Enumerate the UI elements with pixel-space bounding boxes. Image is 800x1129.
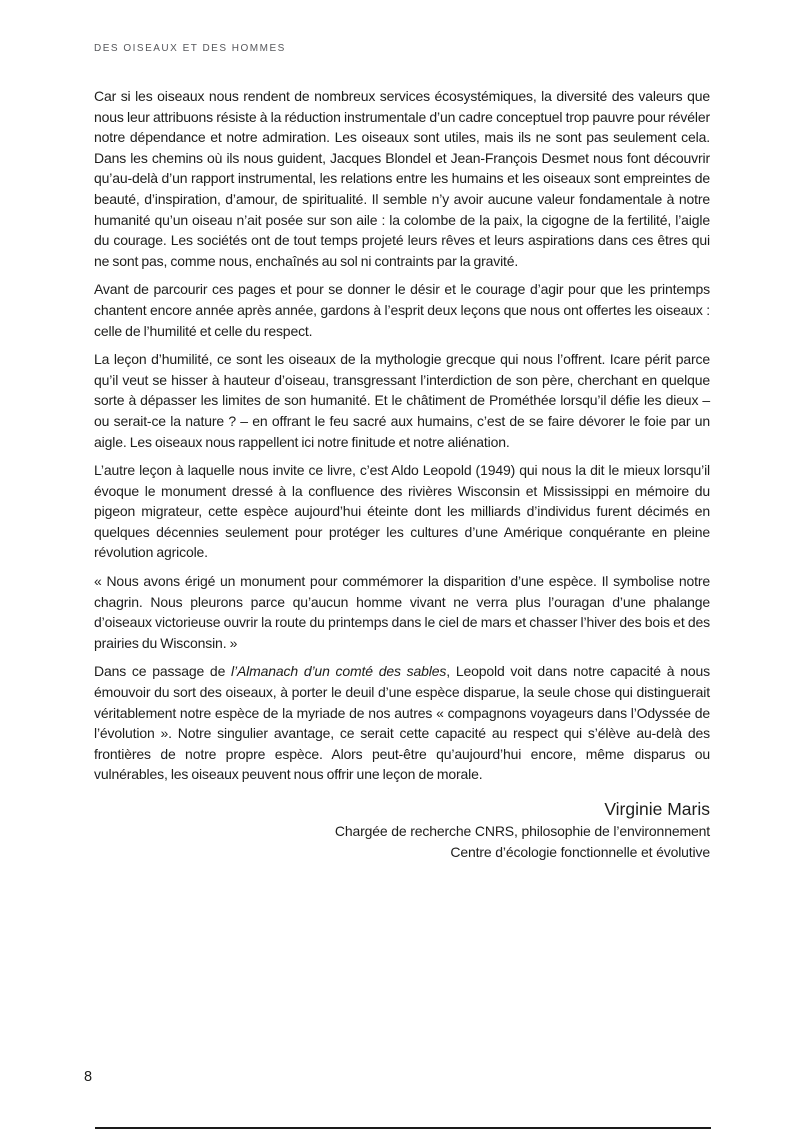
paragraph-6 xyxy=(94,661,710,785)
paragraph-3: La leçon d’humilité, ce sont les oiseaux de la mythologie grecque qui nous l’offrent. Icare périt parce qu’il veut se hisser à hauteur d’oiseau, transgressant l’interdiction de son père, cherchant en quelque sorte à dépasser les limites de son humanité. Et le châtiment de Prométhée lorsqu’il défie les dieux – ou serait-ce la nature ? – en offrant le feu sacré aux humains, c’est de se faire dévorer le foie par un aigle. Les oiseaux nous rappellent ici notre finitude et notre aliénation. xyxy=(94,351,710,450)
book-title-italic: l’Almanach d’un comté des sables xyxy=(231,663,447,680)
author-role-line-2: Centre d’écologie fonctionnelle et évolutive xyxy=(450,843,710,860)
signature-block xyxy=(94,798,710,862)
paragraph-1: Car si les oiseaux nous rendent de nombreux services écosystémiques, la diversité des valeurs que nous leur attribuons résiste à la réduction instrumentale d’un cadre conceptuel trop pauvre pour révéler notre dépendance et notre admiration. Les oiseaux sont utiles, mais ils ne sont pas seulement cela. Dans les chemins où ils nous guident, Jacques Blondel et Jean-François Desmet nous font découvrir qu’au-delà d’un rapport instrumental, les relations entre les humains et les oiseaux sont empreintes de beauté, d’inspiration, d’amour, de spiritualité. Il semble n’y avoir aucune valeur fondamentale à notre humanité qu’un oiseau n’ait posée sur son aile : la colombe de la paix, la cigogne de la fertilité, l’aigle du courage. Les sociétés ont de tout temps projeté leurs rêves et leurs aspirations dans ces êtres qui ne sont pas, comme nous, enchaînés au sol ni contraints par la gravité. xyxy=(94,88,710,269)
running-header: DES OISEAUX ET DES HOMMES xyxy=(94,43,286,54)
text-block xyxy=(94,86,710,862)
paragraph-6-lead: Dans ce passage de xyxy=(94,663,232,680)
author-role-line-1: Chargée de recherche CNRS, philosophie de l’environnement xyxy=(334,823,710,839)
paragraph-4: L’autre leçon à laquelle nous invite ce livre, c’est Aldo Leopold (1949) qui nous la dit le mieux lorsqu’il évoque le monument dressé à la confluence des rivières Wisconsin et Mississippi en mémoire du pigeon migrateur, cette espèce aujourd’hui éteinte dont les milliards d’individus furent décimés en quelques décennies seulement pour protéger les cultures d’une Amérique conquérante en pleine révolution agricole. xyxy=(94,462,710,561)
paragraph-2: Avant de parcourir ces pages et pour se donner le désir et le courage d’agir pour que les printemps chantent encore année après année, gardons à l’esprit deux leçons que nous ont offertes les oiseaux : celle de l’humilité et celle du respect. xyxy=(94,281,710,339)
paragraph-6-rest: , Leopold voit dans notre capacité à nous émouvoir du sort des oiseaux, à porter le deuil d’une espèce disparue, la seule chose qui distinguerait véritablement notre espèce de la myriade de nos autres « compagnons voyageurs dans l’Odyssée de l’évolution ». Notre singulier avantage, ce serait cette capacité au respect qui s’élève au-delà des frontières de notre propre espèce. Alors peut-être qu’aujourd’hui encore, même disparus ou vulnérables, les oiseaux peuvent nous offrir une leçon de morale. xyxy=(94,663,710,783)
author-name: Virginie Maris xyxy=(604,799,710,819)
page-number: 8 xyxy=(84,1069,93,1085)
paragraph-5-quote: « Nous avons érigé un monument pour commémorer la disparition d’une espèce. Il symbolise notre chagrin. Nous pleurons parce qu’aucun homme vivant ne verra plus l’ouragan d’une phalange d’oiseaux victorieuse ouvrir la route du printemps dans le ciel de mars et chasser l’hiver des bois et des prairies du Wisconsin. » xyxy=(94,573,710,651)
